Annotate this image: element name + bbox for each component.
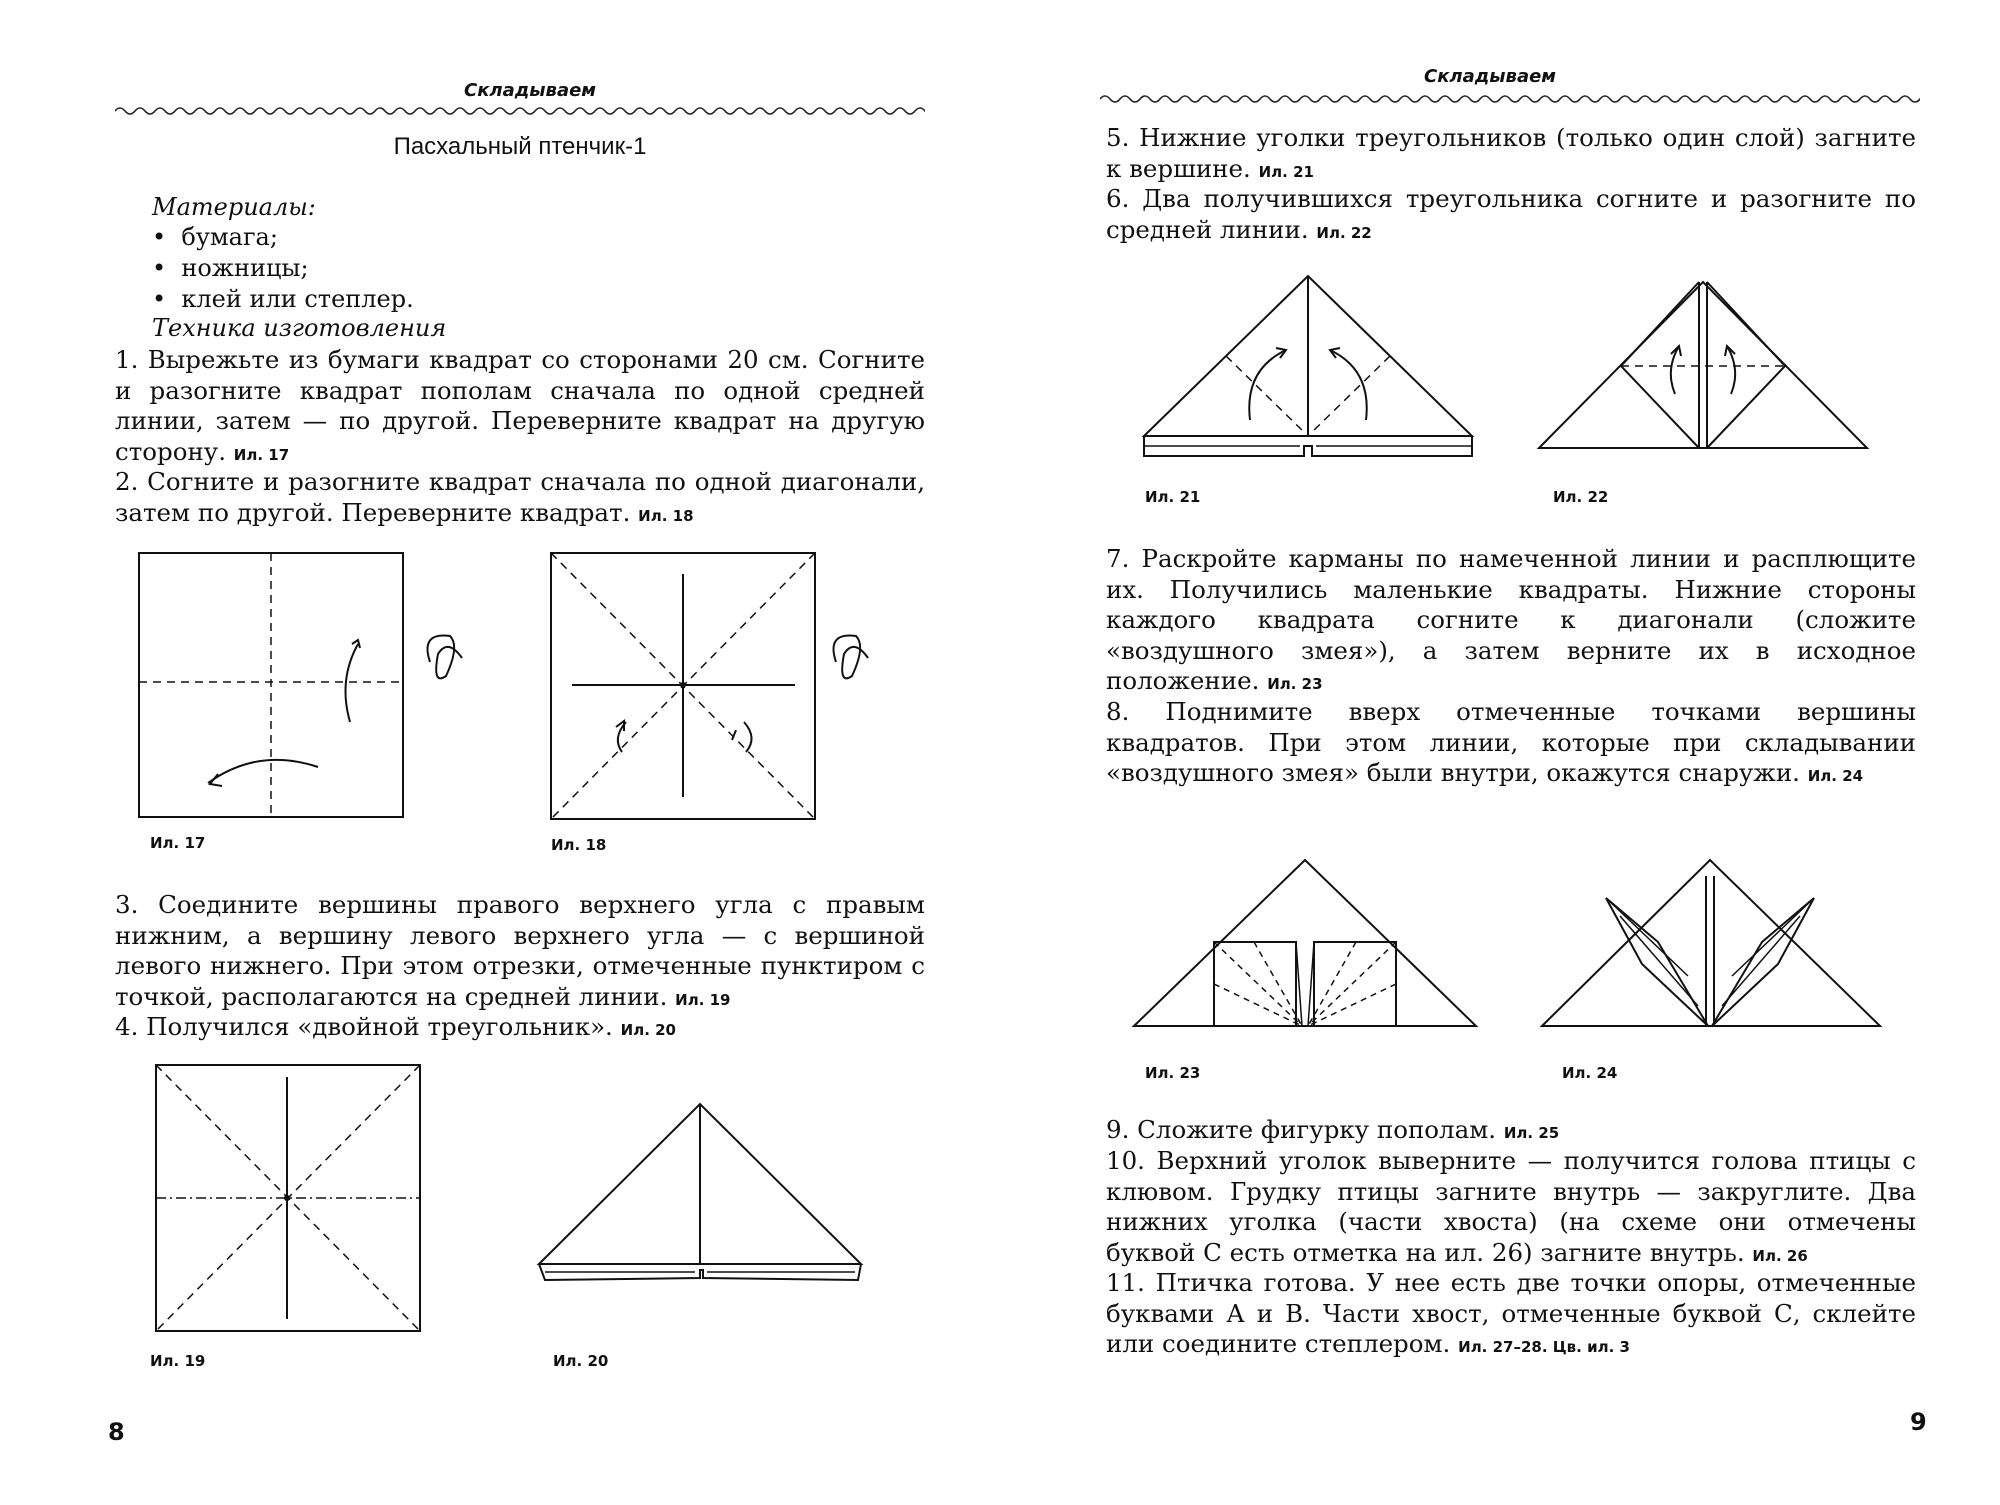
step-2: 2. Согните и разогните квадрат сначала по одной диагонали, затем по другой. Переверните квадрат. Ил. 18 bbox=[115, 467, 925, 527]
figure-23 bbox=[1130, 856, 1480, 1031]
materials-item: • бумага; bbox=[152, 223, 278, 251]
step-4: 4. Получился «двойной треугольник». Ил. 20 bbox=[115, 1012, 676, 1041]
figure-caption: Ил. 24 bbox=[1562, 1064, 1618, 1082]
figure-caption: Ил. 17 bbox=[150, 834, 206, 852]
figure-caption: Ил. 20 bbox=[553, 1352, 609, 1370]
figure-caption: Ил. 22 bbox=[1553, 488, 1609, 506]
step-3: 3. Соедините вершины правого верхнего угла с правым нижним, а вершину левого верхнего угла — с вершиной левого нижнего. При этом отрезки, отмеченные пунктиром с точкой, располагаются на средней линии. Ил. 19 bbox=[115, 890, 925, 1011]
figure-19 bbox=[155, 1064, 425, 1334]
figure-22 bbox=[1535, 278, 1875, 458]
step-11: 11. Птичка готова. У нее есть две точки опоры, отмеченные буквами А и В. Части хвост, отмеченные буквой С, склейте или соедините степлером. Ил. 27–28. Цв. ил. 3 bbox=[1106, 1268, 1916, 1358]
step-6: 6. Два получившихся треугольника согните и разогните по средней линии. Ил. 22 bbox=[1106, 184, 1916, 244]
wavy-rule bbox=[115, 104, 925, 118]
figure-17 bbox=[138, 552, 478, 822]
figure-20 bbox=[535, 1100, 865, 1290]
page-number: 9 bbox=[1910, 1408, 1927, 1436]
technique-heading: Техника изготовления bbox=[152, 314, 447, 342]
materials-item: • клей или степлер. bbox=[152, 285, 414, 313]
right-page bbox=[1000, 0, 2000, 1505]
wavy-rule bbox=[1100, 92, 1920, 106]
step-7: 7. Раскройте карманы по намеченной линии и расплющите их. Получились маленькие квадраты. Нижние стороны каждого квадрата согните к диагонали (сложите «воздушного змея»), а затем верните их в исходное положение. Ил. 23 bbox=[1106, 544, 1916, 695]
figure-21 bbox=[1140, 272, 1480, 462]
materials-heading: Материалы: bbox=[152, 193, 316, 221]
figure-18 bbox=[550, 552, 890, 822]
figure-24 bbox=[1538, 856, 1888, 1031]
step-5: 5. Нижние уголки треугольников (только один слой) загните к вершине. Ил. 21 bbox=[1106, 123, 1916, 183]
running-header: Складываем bbox=[463, 80, 597, 101]
step-1: 1. Вырежьте из бумаги квадрат со сторонами 20 см. Согните и разогните квадрат пополам сначала по одной средней линии, затем — по другой. Переверните квадрат на другую сторону. Ил. 17 bbox=[115, 345, 925, 466]
page-title: Пасхальный птенчик-1 bbox=[393, 133, 647, 160]
step-9: 9. Сложите фигурку пополам. Ил. 25 bbox=[1106, 1115, 1560, 1144]
figure-caption: Ил. 19 bbox=[150, 1352, 206, 1370]
step-8: 8. Поднимите вверх отмеченные точками вершины квадратов. При этом линии, которые при складывании «воздушного змея» были внутри, окажутся снаружи. Ил. 24 bbox=[1106, 697, 1916, 787]
figure-caption: Ил. 23 bbox=[1145, 1064, 1201, 1082]
figure-caption: Ил. 18 bbox=[551, 836, 607, 854]
running-header: Складываем bbox=[1423, 66, 1557, 87]
page-number: 8 bbox=[108, 1418, 125, 1446]
figure-caption: Ил. 21 bbox=[1145, 488, 1201, 506]
step-10: 10. Верхний уголок выверните — получится голова птицы с клювом. Грудку птицы загните внутрь — закруглите. Два нижних уголка (части хвоста) (на схеме они отмечены буквой С есть отметка на ил. 26) загните внутрь. Ил. 26 bbox=[1106, 1146, 1916, 1267]
materials-item: • ножницы; bbox=[152, 254, 309, 282]
